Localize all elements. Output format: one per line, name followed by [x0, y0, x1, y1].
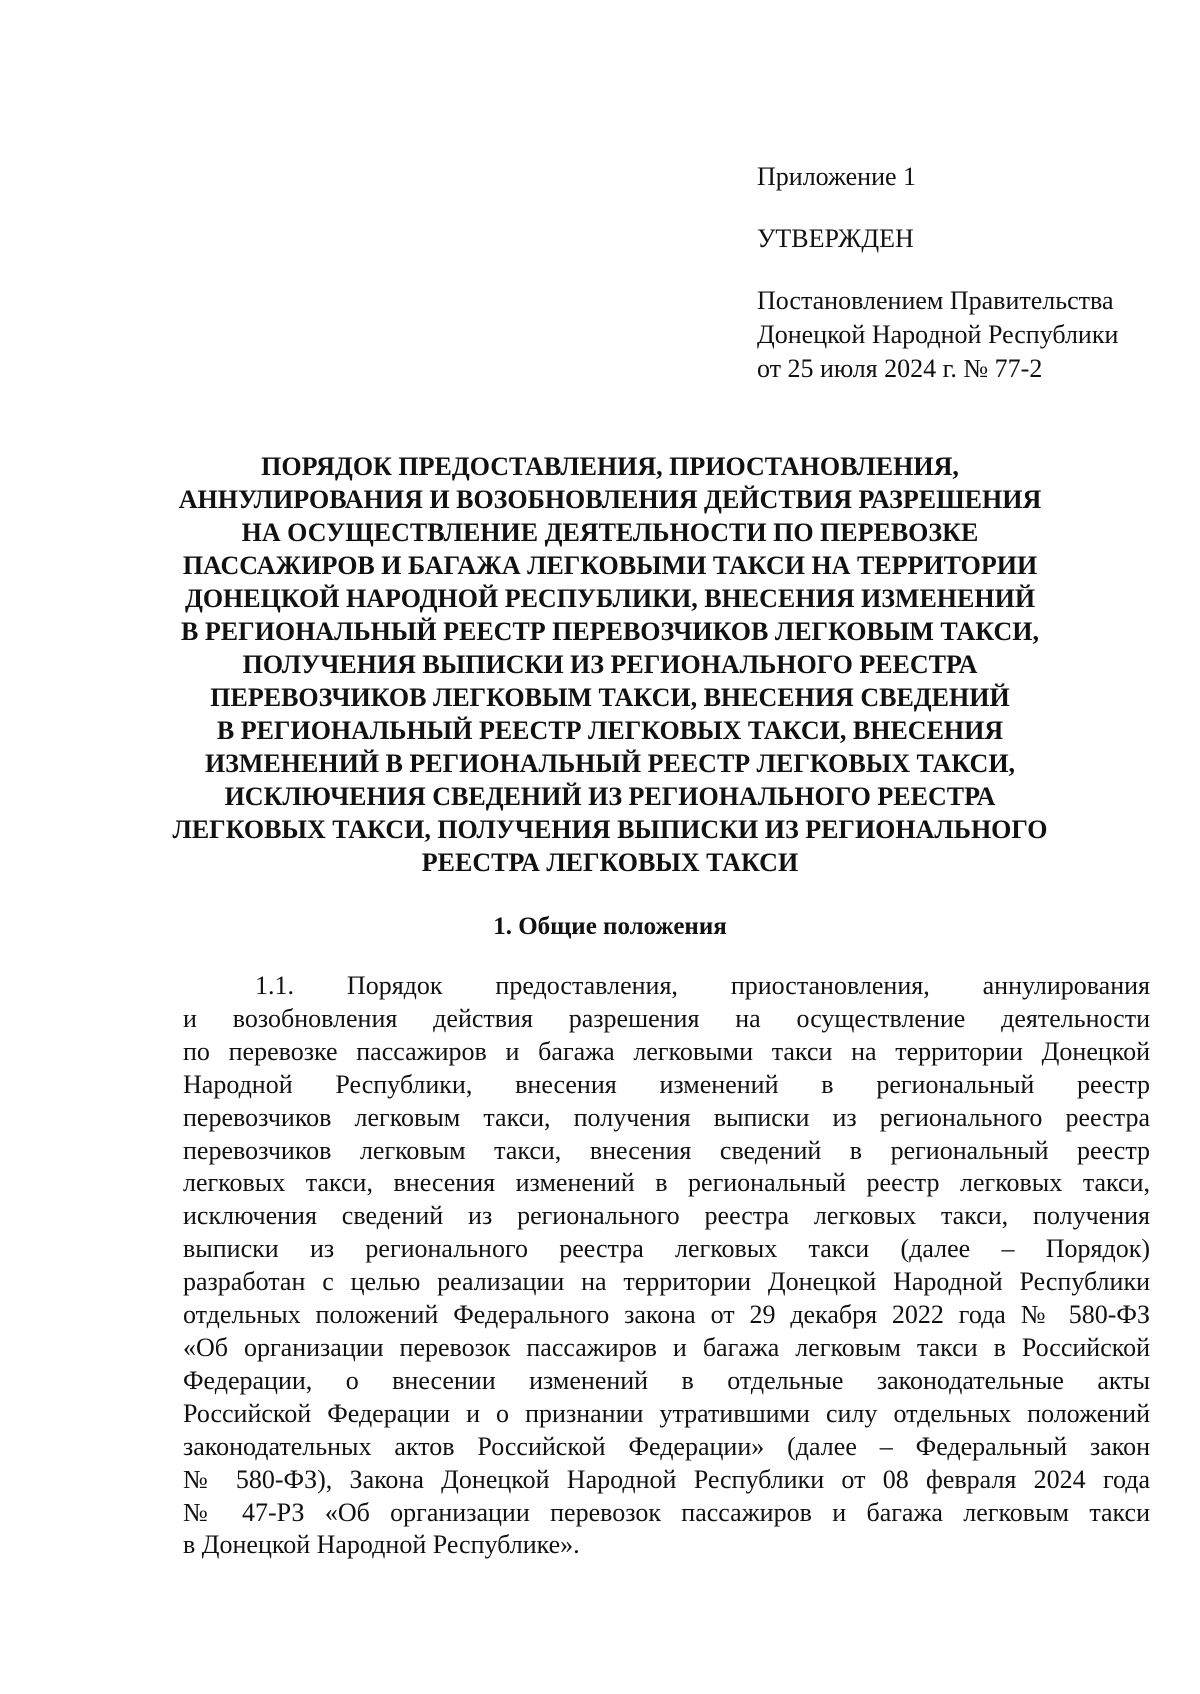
approval-line: Постановлением Правительства [757, 286, 1114, 315]
title-line: ИЗМЕНЕНИЙ В РЕГИОНАЛЬНЫЙ РЕЕСТР ЛЕГКОВЫХ ТАКСИ, [204, 749, 1016, 778]
approval-line: Донецкой Народной Республики [757, 320, 1119, 349]
paragraph-line: Народной Республики, внесения изменений в региональный реестр [183, 1069, 1150, 1099]
paragraph-line: по перевозке пассажиров и багажа легковыми такси на территории Донецкой [183, 1036, 1150, 1066]
approval-line: от 25 июля 2024 г. № 77-2 [757, 354, 1043, 383]
title-line: РЕЕСТРА ЛЕГКОВЫХ ТАКСИ [421, 848, 799, 877]
title-line: В РЕГИОНАЛЬНЫЙ РЕЕСТР ЛЕГКОВЫХ ТАКСИ, ВНЕСЕНИЯ [216, 716, 1004, 745]
approved-label: УТВЕРЖДЕН [757, 224, 914, 253]
title-line: ЛЕГКОВЫХ ТАКСИ, ПОЛУЧЕНИЯ ВЫПИСКИ ИЗ РЕГИОНАЛЬНОГО [172, 815, 1048, 844]
paragraph-line: выписки из регионального реестра легковых такси (далее – Порядок) [183, 1234, 1150, 1264]
section-heading: 1. Общие положения [493, 913, 727, 940]
title-line: ИСКЛЮЧЕНИЯ СВЕДЕНИЙ ИЗ РЕГИОНАЛЬНОГО РЕЕСТРА [224, 782, 996, 811]
paragraph-line: перевозчиков легковым такси, получения выписки из регионального реестра [183, 1102, 1150, 1132]
paragraph-line: легковых такси, внесения изменений в региональный реестр легковых такси, [183, 1168, 1150, 1198]
paragraph-line: законодательных актов Российской Федерации» (далее – Федеральный закон [183, 1431, 1150, 1461]
paragraph-line: и возобновления действия разрешения на осуществление деятельности [183, 1003, 1150, 1033]
title-line: В РЕГИОНАЛЬНЫЙ РЕЕСТР ПЕРЕВОЗЧИКОВ ЛЕГКОВЫМ ТАКСИ, [181, 617, 1039, 646]
paragraph-line: исключения сведений из регионального реестра легковых такси, получения [183, 1201, 1150, 1231]
paragraph-1-1 [183, 970, 1150, 1562]
paragraph-line: разработан с целью реализации на территории Донецкой Народной Республики [183, 1267, 1150, 1297]
title-line: НА ОСУЩЕСТВЛЕНИЕ ДЕЯТЕЛЬНОСТИ ПО ПЕРЕВОЗКЕ [241, 518, 979, 547]
title-line: ПЕРЕВОЗЧИКОВ ЛЕГКОВЫМ ТАКСИ, ВНЕСЕНИЯ СВЕДЕНИЙ [210, 683, 1010, 712]
title-line: АННУЛИРОВАНИЯ И ВОЗОБНОВЛЕНИЯ ДЕЙСТВИЯ РАЗРЕШЕНИЯ [178, 485, 1042, 514]
paragraph-line: «Об организации перевозок пассажиров и багажа легковым такси в Российской [183, 1332, 1150, 1362]
paragraph-line: № 47-РЗ «Об организации перевозок пассажиров и багажа легковым такси [183, 1497, 1150, 1527]
paragraph-line: № 580-ФЗ), Закона Донецкой Народной Республики от 08 февраля 2024 года [183, 1464, 1150, 1494]
paragraph-line: Федерации, о внесении изменений в отдельные законодательные акты [183, 1365, 1150, 1395]
document-title [150, 450, 1070, 879]
paragraph-line: отдельных положений Федерального закона от 29 декабря 2022 года № 580-ФЗ [183, 1300, 1150, 1330]
paragraph-line: 1.1. Порядок предоставления, приостановления, аннулирования [255, 971, 1150, 1000]
paragraph-line: в Донецкой Народной Республике». [183, 1530, 580, 1560]
title-line: ПОРЯДОК ПРЕДОСТАВЛЕНИЯ, ПРИОСТАНОВЛЕНИЯ, [261, 452, 959, 481]
title-line: ПОЛУЧЕНИЯ ВЫПИСКИ ИЗ РЕГИОНАЛЬНОГО РЕЕСТРА [242, 650, 978, 679]
paragraph-line: Российской Федерации и о признании утратившими силу отдельных положений [183, 1398, 1150, 1428]
title-line: ДОНЕЦКОЙ НАРОДНОЙ РЕСПУБЛИКИ, ВНЕСЕНИЯ ИЗМЕНЕНИЙ [184, 584, 1036, 613]
paragraph-line: перевозчиков легковым такси, внесения сведений в региональный реестр [183, 1135, 1150, 1165]
approval-block [757, 160, 1157, 386]
annex-label: Приложение 1 [757, 162, 917, 191]
title-line: ПАССАЖИРОВ И БАГАЖА ЛЕГКОВЫМИ ТАКСИ НА ТЕРРИТОРИИ [182, 551, 1038, 580]
